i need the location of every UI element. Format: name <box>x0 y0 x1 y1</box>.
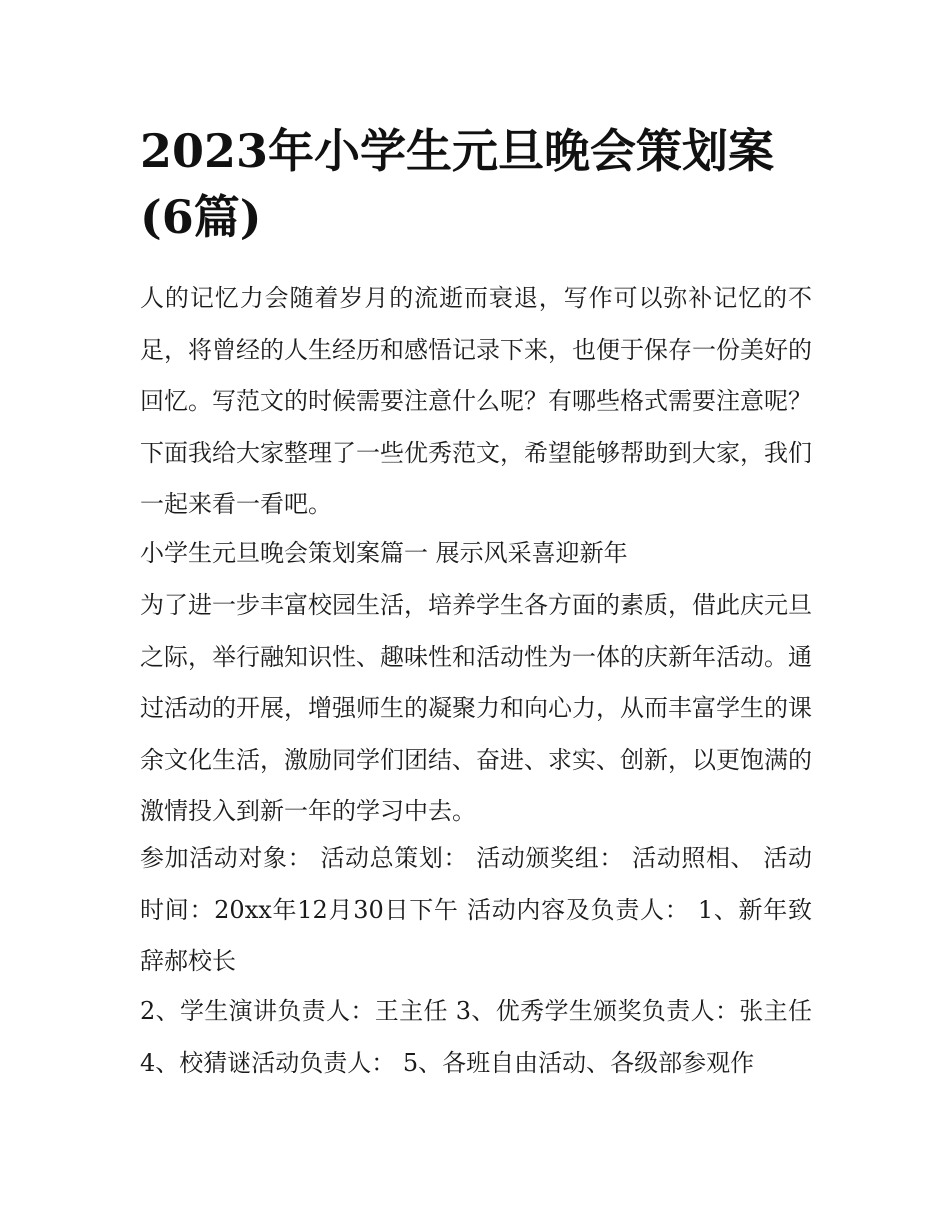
document-title <box>140 118 820 250</box>
title-line-1: 2023年小学生元旦晚会策划案 <box>140 124 775 178</box>
details-paragraph: 参加活动对象： 活动总策划： 活动颁奖组： 活动照相、 活动时间：20xx年12月30日下午 活动内容及负责人： 1、新年致辞郝校长 <box>140 844 812 975</box>
section-heading: 小学生元旦晚会策划案篇一 展示风采喜迎新年 <box>140 539 628 567</box>
intro-paragraph: 人的记忆力会随着岁月的流逝而衰退，写作可以弥补记忆的不足，将曾经的人生经历和感悟记录下来，也便于保存一份美好的回忆。写范文的时候需要注意什么呢？有哪些格式需要注意呢？下面我给大家整理了一些优秀范文，希望能够帮助到大家，我们一起来看一看吧。 <box>140 284 812 518</box>
title-line-2: (6篇) <box>140 190 262 244</box>
items-paragraph: 2、学生演讲负责人：王主任 3、优秀学生颁奖负责人：张主任 4、校猜谜活动负责人： 5、各班自由活动、各级部参观作 <box>140 997 812 1077</box>
purpose-paragraph: 为了进一步丰富校园生活，培养学生各方面的素质，借此庆元旦之际，举行融知识性、趣味性和活动性为一体的庆新年活动。通过活动的开展，增强师生的凝聚力和向心力，从而丰富学生的课余文化生活，激励同学们团结、奋进、求实、创新，以更饱满的激情投入到新一年的学习中去。 <box>140 591 812 825</box>
